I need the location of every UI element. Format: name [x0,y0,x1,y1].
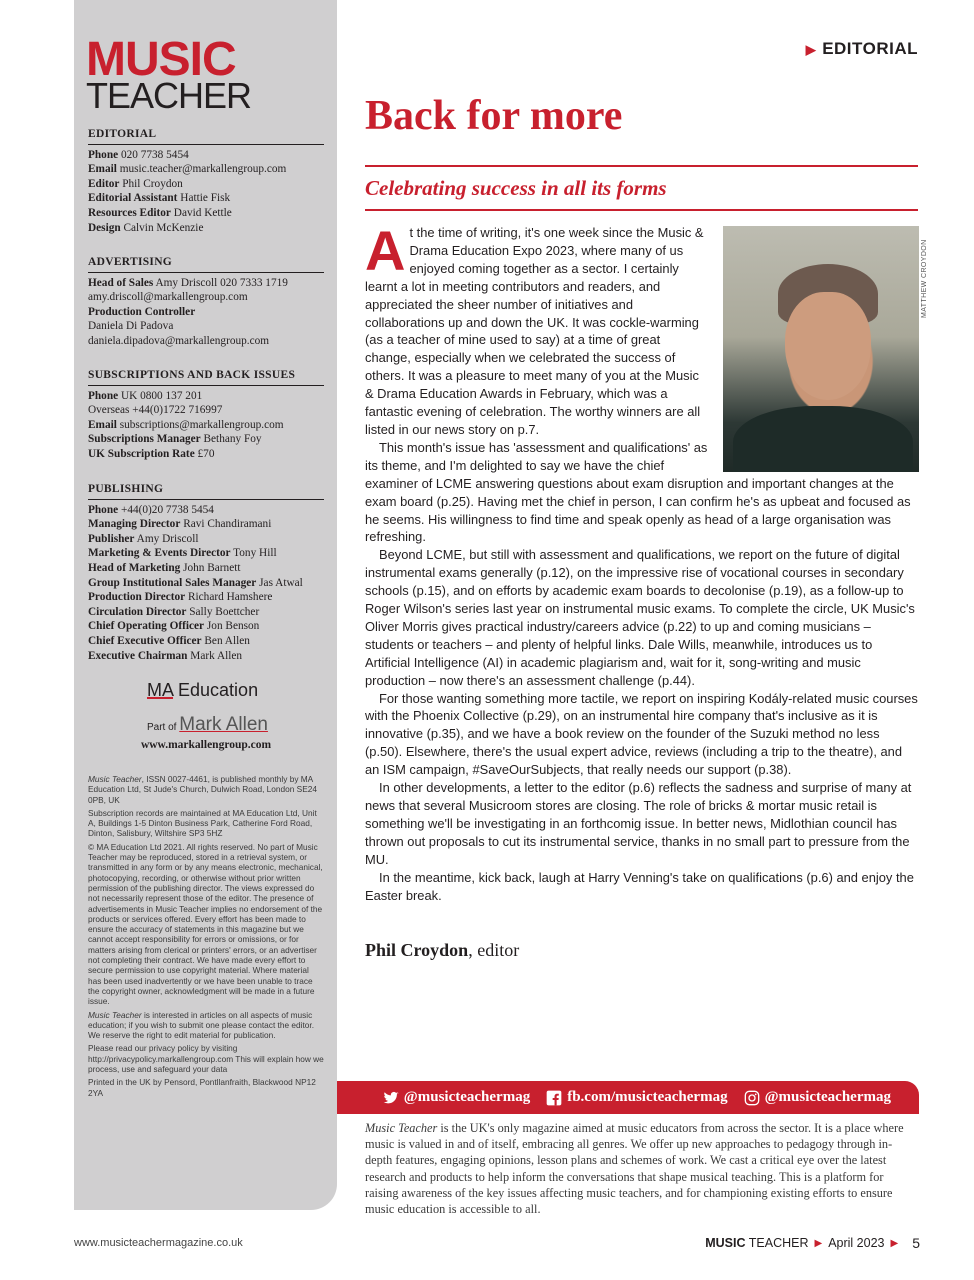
article-title: Back for more [365,93,623,139]
article-subtitle: Celebrating success in all its forms [365,176,667,200]
article-paragraph: Beyond LCME, but still with assessment and qualifications, we report on the future of digital instrumental exams generally (p.12), on the impressive rise of vocational courses in secondary schools (p.15), and on efforts by academic exam boards to decolonise (p.19), as a follow-up to Roger Wilson's series last year on instrumental music exams. To complete the circle, UK Music's Oliver Morris gives practical industry/careers advice (p.22) to up and coming musicians – students or teachers – and plenty of helpful links. Dale Wills, meanwhile, introduces us to Artificial Intelligence (AI) in academic plagiarism and, wait for it, song-writing and music production – now there's an assessment challenge (p.44). [365,547,915,688]
contact-line: Marketing & Events Director Tony Hill [88,547,277,560]
article-paragraph: This month's issue has 'assessment and qualifications' as its theme, and I'm delighted to say we have the chief examiner of LCME answering questions about exam disruption and important changes at the exam board (p.25). Having met the chief in person, I can confirm he's as upbeat and focused as he seems. His willingness to find time and speak openly as head of a large organisation was refreshing. [365,439,911,545]
editorial-heading: EDITORIAL [88,127,324,145]
drop-cap: A [365,219,406,282]
section-label: ▶ EDITORIAL [805,39,918,58]
contact-line: Editor Phil Croydon [88,177,183,190]
legal-paragraph: Printed in the UK by Pensord, Pontllanfraith, Blackwood NP12 2YA [88,1077,316,1098]
legal-paragraph: Please read our privacy policy by visiting http://privacypolicy.markallengroup.com This will explain how we process, use and safeguard your data [88,1043,324,1075]
contact-line: Production Controller [88,305,196,318]
advertising-heading: ADVERTISING [88,255,324,273]
contact-line: Overseas +44(0)1722 716997 [88,404,223,417]
contact-line: Subscriptions Manager Bethany Foy [88,433,262,446]
article-body [365,219,919,904]
editorial-lines [88,148,324,236]
contact-line: Group Institutional Sales Manager Jas Atwal [88,576,303,589]
contact-line: Chief Operating Officer Jon Benson [88,620,260,633]
legal-paragraph: © MA Education Ltd 2021. All rights reserved. No part of Music Teacher may be reproduced, stored in a retrieval system, or transmitted in any form or by any means electronic, mechanical, photocopying, recording, or otherwise without prior written permission of the publishing director. The views expressed do not necessarily represent those of the editor. The presence of advertisements in Music Teacher implies no endorsement of the products or services offered. Every effort has been made to ensure the accuracy of statements in this magazine but we cannot accept responsibility for errors or omissions, or for matters arising from clerical or printers' errors, or an advertiser not completing their contract. We have made every effort to secure permission to use copyright material. Where material has been used inadvertently or we have been unable to trace the copyright owner, acknowledgment will be made in a future issue. [88,841,323,1007]
photo-credit: MATTHEW CROYDON [921,239,928,318]
facebook-icon [546,1090,562,1106]
part-of-mark-allen: Part of Mark Allen [147,714,268,735]
title-rule [365,165,918,167]
contact-line: Head of Sales Amy Driscoll 020 7333 1719 [88,276,288,289]
instagram-link[interactable]: @musicteachermag [744,1089,891,1106]
triangle-icon: ▶ [814,1237,823,1249]
contact-line: Managing Director Ravi Chandiramani [88,518,272,531]
social-bar [337,1081,919,1114]
logo-music: MUSIC [86,33,236,86]
advertising-contacts [88,255,324,349]
publishing-contacts [88,482,324,663]
contact-line: Publisher Amy Driscoll [88,532,199,545]
contact-line: Executive Chairman Mark Allen [88,649,243,662]
triangle-icon: ▶ [805,42,817,57]
legal-paragraph: Subscription records are maintained at MA Education Ltd, Unit A, Buildings 1-5 Dinton Business Park, Catherine Ford Road, Dinton, Salisbury, Wiltshire SP3 5HZ [88,807,317,839]
advertising-lines [88,276,324,349]
contact-line: Phone +44(0)20 7738 5454 [88,503,214,516]
subscriptions-contacts [88,368,324,462]
group-website-link[interactable]: www.markallengroup.com [140,739,272,751]
contact-line: Phone UK 0800 137 201 [88,389,203,402]
article-paragraph: In other developments, a letter to the editor (p.6) reflects the sadness and surprise of many at news that several Musicroom stores are closing. The role of bricks & mortar music retail is something we'll be investigating in an forthcomig issue. In better news, Midlothian council has thrown out proposals to cut its instrumental service, thanks in no small part to pressure from the MU. [365,780,912,867]
triangle-icon: ▶ [890,1237,899,1249]
footer-website[interactable]: www.musicteachermagazine.co.uk [74,1237,243,1249]
twitter-link[interactable]: @musicteachermag [383,1089,530,1106]
ma-education-logo: MA Education [147,680,259,700]
contact-line: UK Subscription Rate £70 [88,447,215,460]
contact-line: Design Calvin McKenzie [88,221,204,234]
legal-paragraph: Music Teacher is interested in articles on all aspects of music education; if you wish to submit one please contact the editor. We reserve the right to edit material for publication. [88,1009,314,1041]
article-paragraph: For those wanting something more tactile, we report on inspiring Kodály-related music courses with the Phoenix Collective (p.29), on an instrumental hire company that's inclusive as it is innovative (p.35), and we have a book review on the founder of the Suzuki method no less (p.50). Elsewhere, there's the usual expert advice, reviews (including a trip to the theatre), and an ISM campaign, #SaveOurSubjects, that really needs our support (p.38). [365,690,918,778]
contact-line: Phone 020 7738 5454 [88,148,189,161]
subscriptions-heading: SUBSCRIPTIONS AND BACK ISSUES [88,368,324,386]
article-paragraph: At the time of writing, it's one week since the Music & Drama Education Expo 2023, where many of us enjoyed coming together as a sector. I certainly learnt a lot in meeting contributors and readers, and appreciated the sheer number of initiatives and collaborations up and down the UK. It was cockle-warming (as a teacher of mine used to say) at a time of great change, especially when we celebrated the success of others. It was a pleasure to meet many of you at the Music & Drama Education Awards in February, which was a fantastic evening of celebration. The worthy winners are all listed in our news story on p.7. [365,219,704,437]
contact-line: Resources Editor David Kettle [88,206,232,219]
editorial-contacts [88,127,324,235]
legal-notice [88,774,324,1101]
logo-teacher: TEACHER [86,75,252,116]
contact-line: amy.driscoll@markallengroup.com [88,291,248,304]
contact-line: Daniela Di Padova [88,320,174,333]
publishing-lines [88,503,324,664]
contact-line: Email music.teacher@markallengroup.com [88,163,287,176]
subscriptions-lines [88,389,324,462]
instagram-icon [744,1090,760,1106]
contact-line: Circulation Director Sally Boettcher [88,605,260,618]
twitter-icon [383,1090,399,1106]
contact-line: Email subscriptions@markallengroup.com [88,418,284,431]
contact-line: Editorial Assistant Hattie Fisk [88,192,231,205]
magazine-about: Music Teacher is the UK's only magazine aimed at music educators from across the sector. It is a place where music is valued in and of itself, embracing all genres. We offer up new approaches to pedagogy through in-depth features, engaging opinions, lesson plans and schemes of work. We cast a critical eye over the latest research and products to help inform the conversations that shape musical teaching. This is a platform for raising awareness of the key issues affecting music teachers, and for championing existing efforts to ensure music education is accessible to all. [365,1121,904,1217]
article-paragraph: In the meantime, kick back, laugh at Harry Venning's take on qualifications (p.6) and enjoy the Easter break. [365,869,914,903]
footer-folio: MUSIC TEACHER ▶ April 2023 ▶ 5 [705,1235,920,1251]
contact-line: daniela.dipadova@markallengroup.com [88,334,270,347]
page-number: 5 [912,1235,920,1251]
signoff: Phil Croydon, editor [365,940,520,960]
publishing-heading: PUBLISHING [88,482,324,500]
subtitle-rule [365,209,918,211]
legal-paragraph: Music Teacher, ISSN 0027-4461, is published monthly by MA Education Ltd, St Jude's Church, Dulwich Road, London SE24 0PB, UK [88,774,317,805]
contact-line: Head of Marketing John Barnett [88,561,241,574]
contact-line: Production Director Richard Hamshere [88,591,273,604]
facebook-link[interactable]: fb.com/musicteachermag [546,1089,727,1106]
contact-line: Chief Executive Officer Ben Allen [88,634,250,647]
